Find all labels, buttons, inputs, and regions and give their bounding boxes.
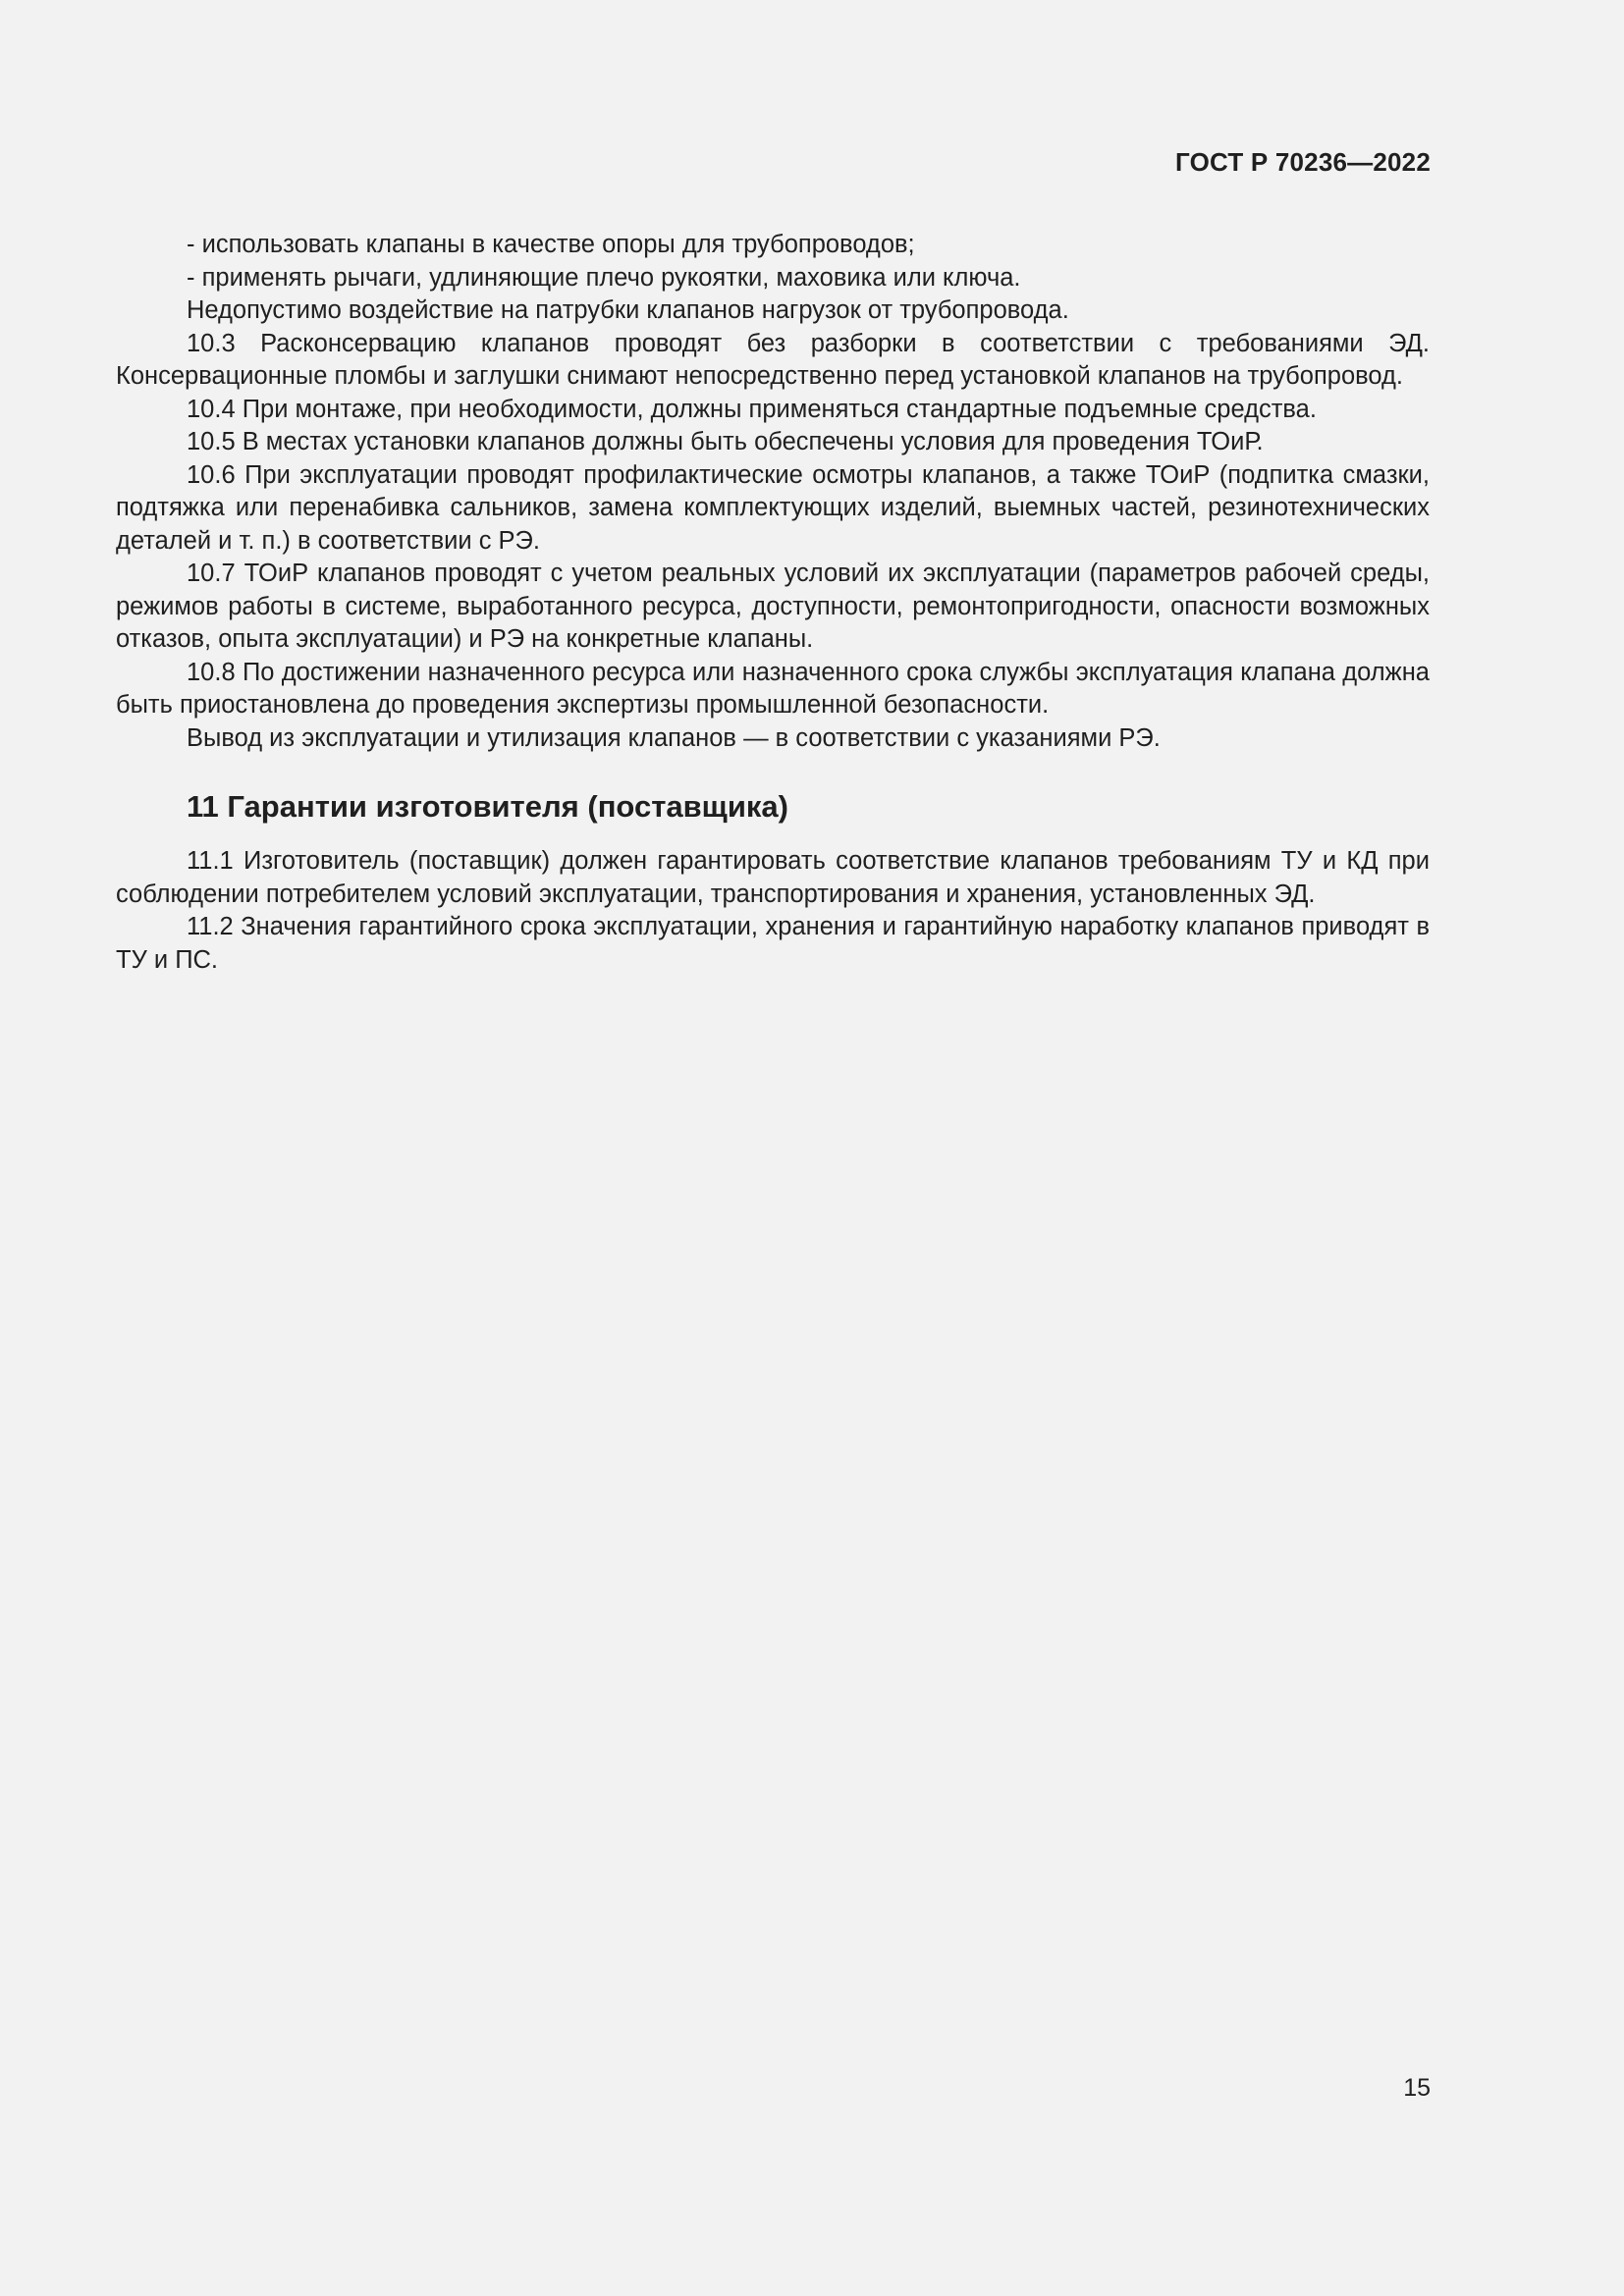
page-number: 15 [1403, 2074, 1431, 2102]
document-body [116, 229, 1430, 977]
paragraph-10-8: 10.8 По достижении назначенного ресурса или назначенного срока службы эксплуатация клапана должна быть приостановлена до проведения экспертизы промышленной безопасности. [116, 658, 1430, 719]
paragraph-10-6: 10.6 При эксплуатации проводят профилактические осмотры клапанов, а также ТОиР (подпитка смазки, подтяжка или перенабивка сальников, замена комплектующих изделий, выемных частей, резинотехнических деталей и т. п.) в соответствии с РЭ. [116, 460, 1430, 555]
paragraph-10-4: 10.4 При монтаже, при необходимости, должны применяться стандартные подъемные средства. [187, 395, 1317, 423]
list-item-supports: - использовать клапаны в качестве опоры для трубопроводов; [187, 231, 915, 258]
paragraph-10-5: 10.5 В местах установки клапанов должны быть обеспечены условия для проведения ТОиР. [187, 428, 1264, 455]
section-11-title: 11 Гарантии изготовителя (поставщика) [187, 789, 788, 824]
paragraph-10-7: 10.7 ТОиР клапанов проводят с учетом реальных условий их эксплуатации (параметров рабочей среды, режимов работы в системе, выработанного ресурса, доступности, ремонтопригодности, опасности возможных отказов, опыта эксплуатации) и РЭ на конкретные клапаны. [116, 560, 1430, 653]
document-code-header: ГОСТ Р 70236—2022 [1175, 147, 1431, 177]
paragraph-load-restriction: Недопустимо воздействие на патрубки клапанов нагрузок от трубопровода. [187, 296, 1069, 324]
paragraph-11-2: 11.2 Значения гарантийного срока эксплуатации, хранения и гарантийную наработку клапанов приводят в ТУ и ПС. [116, 913, 1430, 974]
list-item-levers: - применять рычаги, удлиняющие плечо рукоятки, маховика или ключа. [187, 263, 1021, 292]
paragraph-11-1: 11.1 Изготовитель (поставщик) должен гарантировать соответствие клапанов требованиям ТУ и КД при соблюдении потребителем условий эксплуатации, транспортирования и хранения, установленных ЭД. [116, 847, 1430, 908]
paragraph-10-3: 10.3 Расконсервацию клапанов проводят без разборки в соответствии с требованиями ЭД. Консервационные пломбы и заглушки снимают непосредственно перед установкой клапанов на трубопровод. [116, 329, 1430, 390]
paragraph-decommissioning: Вывод из эксплуатации и утилизация клапанов — в соответствии с указаниями РЭ. [187, 723, 1161, 752]
